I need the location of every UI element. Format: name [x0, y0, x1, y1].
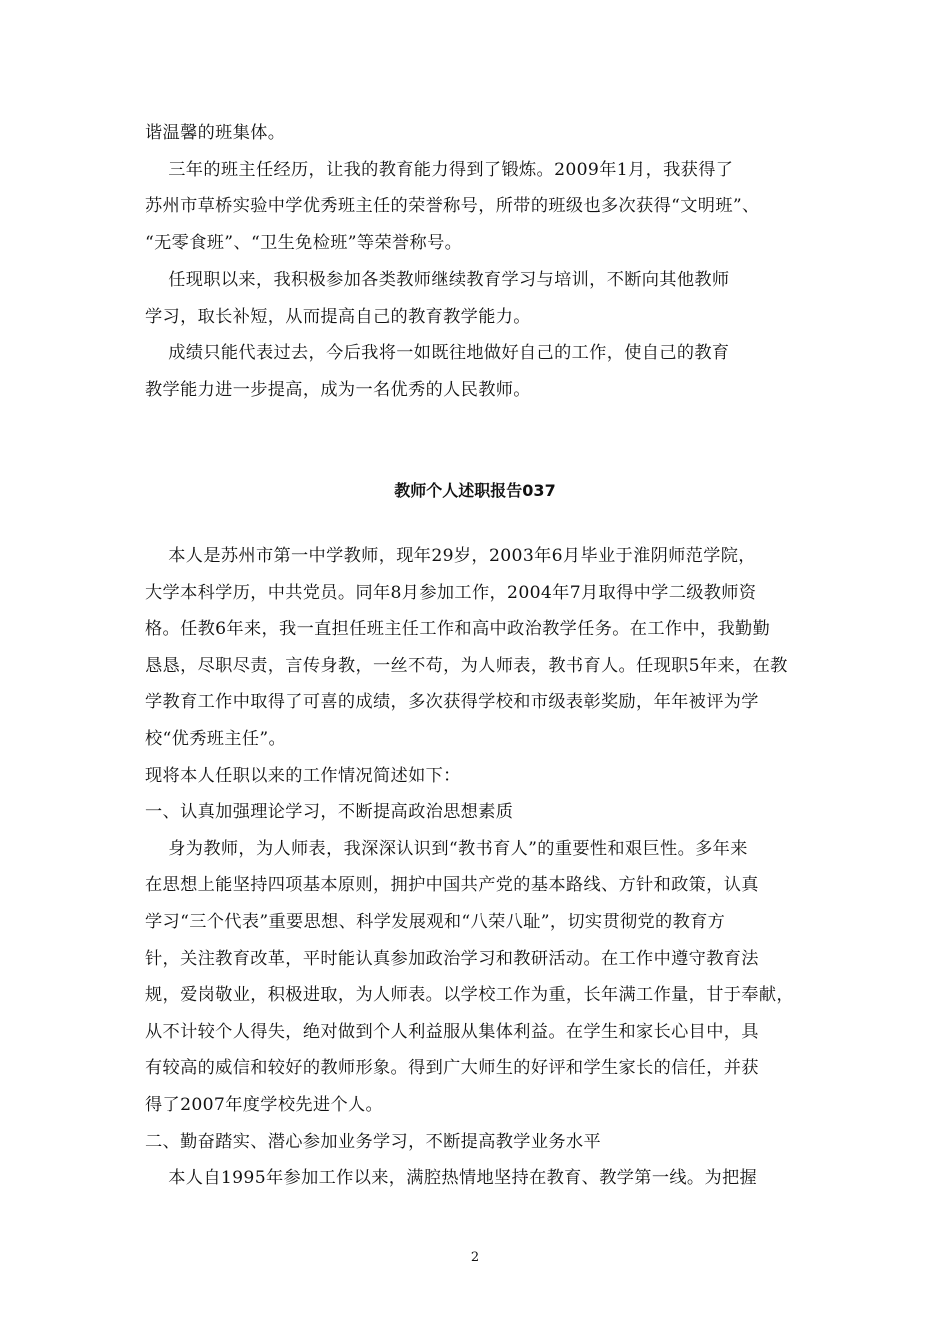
- text-line: 教学能力进一步提高，成为一名优秀的人民教师。: [145, 379, 531, 400]
- text-line: 校“优秀班主任”。: [145, 729, 287, 749]
- text-line: 学习“三个代表”重要思想、科学发展观和“八荣八耻”，切实贯彻党的教育方: [145, 912, 726, 932]
- text-line: 规，爱岗敬业，积极进取，为人师表。以学校工作为重，长年满工作量，甘于奉献，: [145, 985, 794, 1006]
- text-line: 现将本人任职以来的工作情况简述如下：: [145, 765, 461, 786]
- text-line: 从不计较个人得失，绝对做到个人利益服从集体利益。在学生和家长心目中，具: [145, 1021, 759, 1042]
- text-line: 在思想上能坚持四项基本原则，拥护中国共产党的基本路线、方针和政策，认真: [145, 875, 759, 896]
- text-line: 本人是苏州市第一中学教师，现年29岁，2003年6月毕业于淮阴师范学院，: [145, 546, 756, 566]
- text-line: 针，关注教育改革，平时能认真参加政治学习和教研活动。在工作中遵守教育法: [145, 948, 759, 969]
- text-line: 苏州市草桥实验中学优秀班主任的荣誉称号，所带的班级也多次获得“文明班”、: [145, 196, 760, 217]
- text-line: 三年的班主任经历，让我的教育能力得到了锻炼。2009年1月，我获得了: [145, 159, 734, 180]
- text-line: 谐温馨的班集体。: [145, 123, 286, 143]
- report-title: 教师个人述职报告037: [394, 481, 556, 500]
- text-line: 格。任教6年来，我一直担任班主任工作和高中政治教学任务。在工作中，我勤勤: [145, 619, 771, 640]
- page-number: 2: [470, 1250, 480, 1265]
- text-line: 恳恳，尽职尽责，言传身教，一丝不苟，为人师表，教书育人。任现职5年来，在教: [145, 655, 788, 676]
- text-line: 大学本科学历，中共党员。同年8月参加工作，2004年7月取得中学二级教师资: [145, 582, 757, 603]
- text-line: 二、勤奋踏实、潜心参加业务学习，不断提高教学业务水平: [145, 1131, 601, 1152]
- text-line: 成绩只能代表过去，今后我将一如既往地做好自己的工作，使自己的教育: [145, 343, 730, 364]
- text-line: 学习，取长补短，从而提高自己的教育教学能力。: [145, 306, 531, 327]
- text-line: 一、认真加强理论学习，不断提高政治思想素质: [145, 802, 514, 823]
- text-line: 任现职以来，我积极参加各类教师继续教育学习与培训，不断向其他教师: [145, 269, 730, 290]
- text-line: 得了2007年度学校先进个人。: [145, 1095, 384, 1115]
- text-line: 学教育工作中取得了可喜的成绩，多次获得学校和市级表彰奖励，年年被评为学: [145, 692, 759, 713]
- text-line: 本人自1995年参加工作以来，满腔热情地坚持在教育、教学第一线。为把握: [145, 1168, 758, 1189]
- text-line: “无零食班”、“卫生免检班”等荣誉称号。: [145, 233, 463, 254]
- text-line: 身为教师，为人师表，我深深认识到“教书育人”的重要性和艰巨性。多年来: [145, 838, 748, 859]
- text-line: 有较高的威信和较好的教师形象。得到广大师生的好评和学生家长的信任，并获: [145, 1058, 759, 1079]
